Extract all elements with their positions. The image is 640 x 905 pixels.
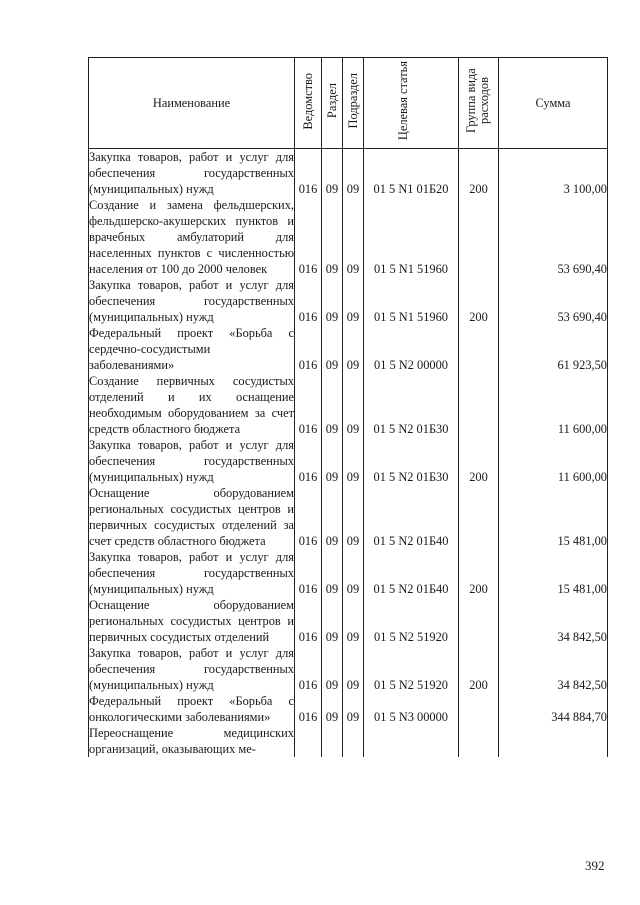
row-department: 016 [295,597,322,645]
row-department: 016 [295,485,322,549]
header-expense-group: Группа вида расходов [459,58,499,149]
table-row [89,149,608,198]
row-subsection: 09 [343,549,364,597]
row-target-item: 01 5 N2 01Б30 [364,437,459,485]
row-target-item: 01 5 N1 01Б20 [364,149,459,198]
row-name: Переоснащение медицинских организаций, оказывающих ме- [89,726,294,756]
row-expense-group [459,325,499,373]
row-section: 09 [322,485,343,549]
row-expense-group [459,693,499,725]
row-name: Закупка товаров, работ и услуг для обеспечения государственных (муниципальных) нужд [89,646,294,692]
row-amount: 15 481,00 [499,485,608,549]
row-target-item: 01 5 N2 51920 [364,645,459,693]
row-target-item: 01 5 N2 01Б40 [364,485,459,549]
row-expense-group [459,725,499,757]
table-row [89,597,608,645]
row-expense-group [459,485,499,549]
row-name: Закупка товаров, работ и услуг для обеспечения государственных (муниципальных) нужд [89,550,294,596]
row-department: 016 [295,549,322,597]
row-section: 09 [322,277,343,325]
row-name: Создание первичных сосудистых отделений и их оснащение необходимым оборудованием за счет средств областного бюджета [89,374,294,436]
table-row [89,725,608,757]
row-amount: 34 842,50 [499,597,608,645]
row-target-item: 01 5 N1 51960 [364,277,459,325]
row-expense-group: 200 [459,277,499,325]
budget-table [88,57,608,757]
row-subsection: 09 [343,277,364,325]
row-subsection: 09 [343,693,364,725]
row-department: 016 [295,325,322,373]
row-target-item: 01 5 N2 51920 [364,597,459,645]
row-subsection: 09 [343,645,364,693]
row-department [295,725,322,757]
row-expense-group [459,597,499,645]
row-amount: 34 842,50 [499,645,608,693]
header-department: Ведомство [295,58,322,149]
table-row [89,197,608,277]
row-subsection: 09 [343,325,364,373]
row-name: Федеральный проект «Борьба с сердечно-сосудистыми заболеваниями» [89,326,294,372]
row-section: 09 [322,645,343,693]
row-amount: 53 690,40 [499,197,608,277]
table-header-row [89,58,608,149]
row-target-item: 01 5 N2 01Б30 [364,373,459,437]
table-row [89,485,608,549]
header-name: Наименование [89,58,295,149]
row-subsection: 09 [343,597,364,645]
row-name: Закупка товаров, работ и услуг для обеспечения государственных (муниципальных) нужд [89,438,294,484]
row-name: Федеральный проект «Борьба с онкологическими заболеваниями» [89,694,294,724]
row-amount [499,725,608,757]
row-section: 09 [322,325,343,373]
row-section: 09 [322,693,343,725]
row-department: 016 [295,149,322,198]
row-section: 09 [322,149,343,198]
row-amount: 11 600,00 [499,437,608,485]
page-number: 392 [585,858,605,873]
row-target-item: 01 5 N3 00000 [364,693,459,725]
row-section: 09 [322,597,343,645]
row-expense-group: 200 [459,549,499,597]
row-target-item [364,725,459,757]
row-amount: 15 481,00 [499,549,608,597]
header-target-item: Целевая статья [364,58,459,149]
table-row [89,549,608,597]
table-row [89,645,608,693]
row-name: Оснащение оборудованием региональных сосудистых центров и первичных сосудистых отделений [89,598,294,644]
row-department: 016 [295,693,322,725]
row-target-item: 01 5 N1 51960 [364,197,459,277]
row-expense-group: 200 [459,149,499,198]
row-expense-group: 200 [459,437,499,485]
row-name: Оснащение оборудованием региональных сосудистых центров и первичных сосудистых отделений за счет средств областного бюджета [89,486,294,548]
row-section [322,725,343,757]
row-amount: 3 100,00 [499,149,608,198]
table-row [89,693,608,725]
row-subsection: 09 [343,197,364,277]
row-department: 016 [295,437,322,485]
table-row [89,437,608,485]
row-department: 016 [295,645,322,693]
row-amount: 344 884,70 [499,693,608,725]
row-name: Закупка товаров, работ и услуг для обеспечения государственных (муниципальных) нужд [89,150,294,196]
table-row [89,325,608,373]
row-expense-group [459,197,499,277]
row-expense-group [459,373,499,437]
row-subsection: 09 [343,437,364,485]
row-subsection: 09 [343,373,364,437]
row-amount: 61 923,50 [499,325,608,373]
header-subsection: Подраздел [343,58,364,149]
table-row [89,277,608,325]
row-department: 016 [295,197,322,277]
table-row [89,373,608,437]
row-target-item: 01 5 N2 01Б40 [364,549,459,597]
row-section: 09 [322,197,343,277]
row-name: Создание и замена фельдшерских, фельдшерско-акушерских пунктов и врачебных амбулаторий для населенных пунктов с численностью населения от 100 до 2000 человек [89,198,294,276]
row-amount: 11 600,00 [499,373,608,437]
row-department: 016 [295,373,322,437]
row-amount: 53 690,40 [499,277,608,325]
row-section: 09 [322,373,343,437]
row-name: Закупка товаров, работ и услуг для обеспечения государственных (муниципальных) нужд [89,278,294,324]
row-section: 09 [322,437,343,485]
row-target-item: 01 5 N2 00000 [364,325,459,373]
row-subsection: 09 [343,485,364,549]
row-section: 09 [322,549,343,597]
row-department: 016 [295,277,322,325]
header-amount: Сумма [499,58,608,149]
row-subsection [343,725,364,757]
row-expense-group: 200 [459,645,499,693]
row-subsection: 09 [343,149,364,198]
header-section: Раздел [322,58,343,149]
